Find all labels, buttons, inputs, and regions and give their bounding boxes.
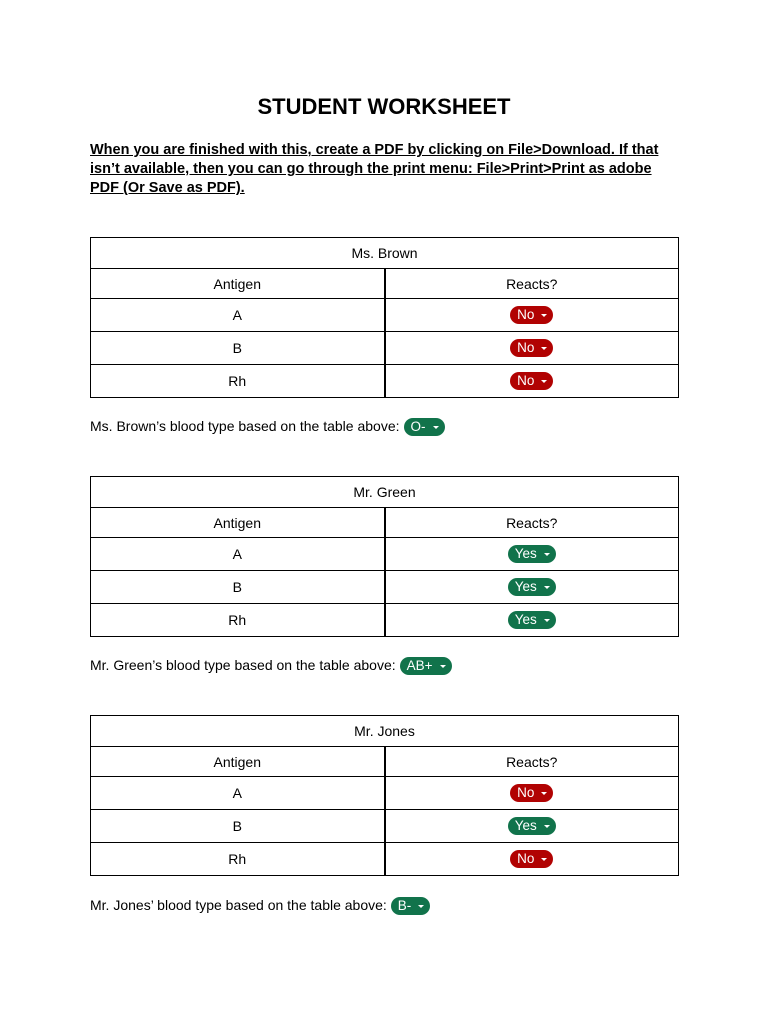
antigen-cell: B <box>91 810 385 843</box>
column-header-antigen: Antigen <box>91 508 385 538</box>
blood-type-result-brown <box>90 416 445 436</box>
blood-table-section-jones <box>90 715 679 876</box>
reacts-cell <box>385 571 679 604</box>
chevron-down-icon <box>433 426 439 429</box>
chevron-down-icon <box>541 858 547 861</box>
blood-table-section-brown <box>90 237 679 398</box>
chevron-down-icon <box>544 553 550 556</box>
reaction-table-jones <box>90 715 679 876</box>
chevron-down-icon <box>544 619 550 622</box>
table-row <box>91 571 679 604</box>
page-title: STUDENT WORKSHEET <box>257 94 511 119</box>
antigen-cell: Rh <box>91 365 385 398</box>
blood-type-dropdown-chip[interactable] <box>404 418 445 436</box>
chip-label: Yes <box>514 546 537 562</box>
reacts-dropdown-chip[interactable] <box>510 784 553 802</box>
reacts-cell <box>385 299 679 332</box>
chevron-down-icon <box>440 665 446 668</box>
chevron-down-icon <box>544 586 550 589</box>
column-header-reacts: Reacts? <box>385 269 679 299</box>
table-row <box>91 365 679 398</box>
reacts-dropdown-chip[interactable] <box>510 850 553 868</box>
reacts-cell <box>385 365 679 398</box>
chip-label: No <box>517 340 535 356</box>
chip-label: O- <box>410 419 426 435</box>
reacts-cell <box>385 538 679 571</box>
reacts-dropdown-chip[interactable] <box>508 817 556 835</box>
chip-label: No <box>517 373 535 389</box>
reacts-dropdown-chip[interactable] <box>510 372 553 390</box>
chip-label: Yes <box>514 612 537 628</box>
reacts-cell <box>385 604 679 637</box>
antigen-cell: B <box>91 332 385 365</box>
chip-label: No <box>517 785 535 801</box>
reacts-dropdown-chip[interactable] <box>510 339 553 357</box>
antigen-cell: B <box>91 571 385 604</box>
chip-label: B- <box>397 898 412 914</box>
blood-type-result-jones <box>90 895 430 915</box>
chevron-down-icon <box>541 380 547 383</box>
reacts-dropdown-chip[interactable] <box>508 545 556 563</box>
table-row <box>91 299 679 332</box>
table-row <box>91 538 679 571</box>
reacts-cell <box>385 810 679 843</box>
chevron-down-icon <box>544 825 550 828</box>
chevron-down-icon <box>541 314 547 317</box>
table-row <box>91 843 679 876</box>
chevron-down-icon <box>541 347 547 350</box>
chip-label: No <box>517 307 535 323</box>
blood-type-dropdown-chip[interactable] <box>391 897 431 915</box>
column-header-reacts: Reacts? <box>385 747 679 777</box>
chevron-down-icon <box>418 905 424 908</box>
table-row <box>91 332 679 365</box>
chip-label: Yes <box>514 579 537 595</box>
chevron-down-icon <box>541 792 547 795</box>
table-person-name: Ms. Brown <box>91 238 679 269</box>
reacts-cell <box>385 843 679 876</box>
antigen-cell: Rh <box>91 843 385 876</box>
reacts-dropdown-chip[interactable] <box>510 306 553 324</box>
antigen-cell: A <box>91 777 385 810</box>
blood-type-result-green <box>90 655 452 675</box>
blood-type-dropdown-chip[interactable] <box>400 657 452 675</box>
table-row <box>91 810 679 843</box>
reacts-cell <box>385 777 679 810</box>
table-person-name: Mr. Green <box>91 477 679 508</box>
result-label: Ms. Brown’s blood type based on the table above: <box>90 418 400 434</box>
blood-table-section-green <box>90 476 679 637</box>
column-header-antigen: Antigen <box>91 747 385 777</box>
antigen-cell: Rh <box>91 604 385 637</box>
column-header-reacts: Reacts? <box>385 508 679 538</box>
reaction-table-brown <box>90 237 679 398</box>
chip-label: No <box>517 851 535 867</box>
reacts-dropdown-chip[interactable] <box>508 578 556 596</box>
chip-label: Yes <box>514 818 537 834</box>
result-label: Mr. Jones’ blood type based on the table above: <box>90 897 387 913</box>
column-header-antigen: Antigen <box>91 269 385 299</box>
instructions-text: When you are finished with this, create a PDF by clicking on File>Download. If that isn’t available, then you can go through the print menu: File>Print>Print as adobe PDF (Or Save as PDF). <box>90 142 659 196</box>
reacts-dropdown-chip[interactable] <box>508 611 556 629</box>
table-person-name: Mr. Jones <box>91 716 679 747</box>
reaction-table-green <box>90 476 679 637</box>
table-row <box>91 604 679 637</box>
antigen-cell: A <box>91 299 385 332</box>
reacts-cell <box>385 332 679 365</box>
table-row <box>91 777 679 810</box>
chip-label: AB+ <box>406 658 433 674</box>
antigen-cell: A <box>91 538 385 571</box>
result-label: Mr. Green’s blood type based on the table above: <box>90 657 396 673</box>
